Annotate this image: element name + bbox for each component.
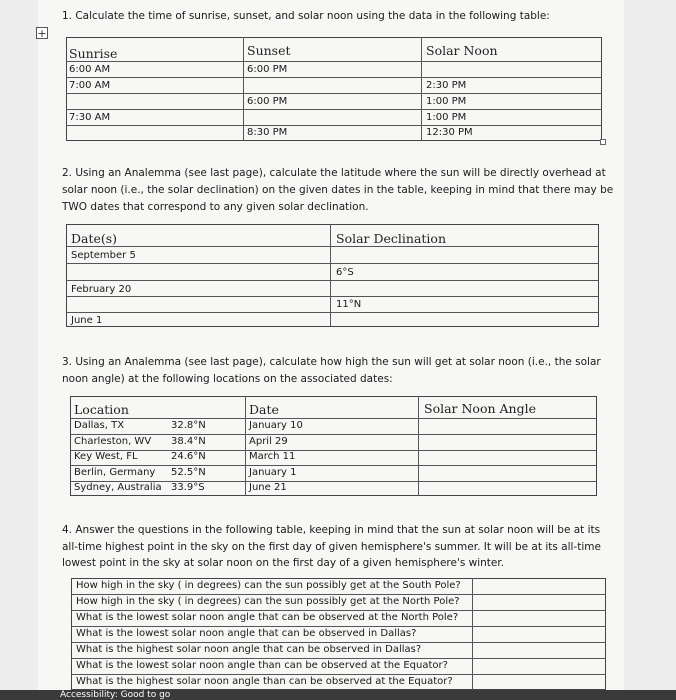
question-4-text-line3: lowest point in the sky at solar noon on the first day of a given hemisphere's winter. [62,557,505,569]
question-row: What is the lowest solar noon angle that can be observed at the North Pole? [76,612,459,623]
document-page [38,0,624,700]
question-3-text-line1: 3. Using an Analemma (see last page), calculate how high the sun will get at solar noon (i.e., the solar [62,356,601,368]
sunrise-cell: 7:30 AM [69,112,111,123]
question-2-text-line2: solar noon (i.e., the solar declination) on the given dates in the table, keeping in mind that there may be [62,184,614,196]
location-date: March 11 [249,451,296,462]
declination-cell: 6°S [336,267,354,278]
location-latitude: 24.6°N [171,451,206,462]
date-cell: September 5 [71,250,136,261]
accessibility-status[interactable]: Accessibility: Good to go [60,690,171,700]
location-latitude: 52.5°N [171,467,206,478]
question-4-text-line1: 4. Answer the questions in the following table, keeping in mind that the sun at solar noon will be at its [62,524,601,536]
status-bar [0,690,676,700]
header-location: Location [74,402,129,417]
question-row: What is the lowest solar noon angle that can be observed in Dallas? [76,628,417,639]
table-move-handle-icon[interactable]: + [37,27,47,40]
question-row: What is the highest solar noon angle that can be observed in Dallas? [76,644,422,655]
sunset-cell: 8:30 PM [247,127,288,138]
sunrise-cell: 6:00 AM [69,64,111,75]
location-date: June 21 [249,482,287,493]
location-name: Sydney, Australia [74,482,162,493]
question-row: How high in the sky ( in degrees) can the sun possibly get at the South Pole? [76,580,461,591]
header-date: Date [249,402,279,417]
declination-cell: 11°N [336,299,362,310]
question-2-text-line3: TWO dates that correspond to any given solar declination. [62,201,369,213]
noon-cell: 2:30 PM [426,80,467,91]
location-latitude: 38.4°N [171,436,206,447]
location-date: January 10 [249,420,303,431]
question-row: What is the highest solar noon angle than can be observed at the Equator? [76,676,453,687]
noon-cell: 1:00 PM [426,96,467,107]
location-name: Dallas, TX [74,420,125,431]
location-name: Charleston, WV [74,436,152,447]
table-resize-handle-icon[interactable] [600,139,606,145]
header-solar-noon-angle: Solar Noon Angle [424,401,536,416]
location-date: January 1 [249,467,297,478]
sunrise-cell: 7:00 AM [69,80,111,91]
question-row: What is the lowest solar noon angle than can be observed at the Equator? [76,660,448,671]
question-4-text-line2: all-time highest point in the sky on the first day of given hemisphere's summer. It will be at its all-time [62,541,601,553]
noon-cell: 1:00 PM [426,112,467,123]
header-sunrise: Sunrise [69,46,118,61]
date-cell: February 20 [71,284,132,295]
location-name: Key West, FL [74,451,138,462]
noon-cell: 12:30 PM [426,127,473,138]
question-2-text-line1: 2. Using an Analemma (see last page), calculate the latitude where the sun will be directly overhead at [62,167,606,179]
date-cell: June 1 [71,315,103,326]
question-3-text-line2: noon angle) at the following locations on the associated dates: [62,373,393,385]
location-date: April 29 [249,436,288,447]
question-1-text: 1. Calculate the time of sunrise, sunset, and solar noon using the data in the following table: [62,10,550,22]
header-sunset: Sunset [247,43,291,58]
location-latitude: 32.8°N [171,420,206,431]
header-solar-declination: Solar Declination [336,231,447,246]
sunset-cell: 6:00 PM [247,64,288,75]
location-name: Berlin, Germany [74,467,156,478]
header-dates: Date(s) [71,231,118,246]
location-latitude: 33.9°S [171,482,205,493]
sunset-cell: 6:00 PM [247,96,288,107]
question-row: How high in the sky ( in degrees) can the sun possibly get at the North Pole? [76,596,460,607]
header-solar-noon: Solar Noon [426,43,498,58]
